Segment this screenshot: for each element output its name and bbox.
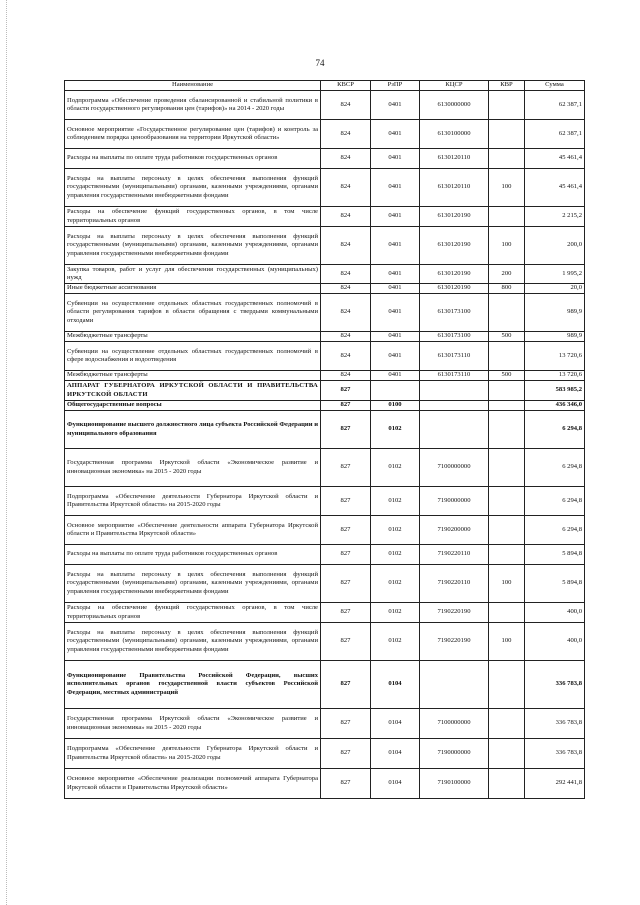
cell-rzpr: 0100 xyxy=(371,401,420,411)
table-row xyxy=(65,516,585,545)
cell-rzpr: 0401 xyxy=(371,207,420,227)
cell-sum: 200,0 xyxy=(525,227,585,265)
cell-kvsr: 824 xyxy=(321,169,371,207)
cell-kcsr: 6130120190 xyxy=(420,265,489,284)
cell-kvsr: 824 xyxy=(321,294,371,332)
cell-rzpr: 0401 xyxy=(371,169,420,207)
cell-kvsr: 827 xyxy=(321,565,371,603)
cell-kcsr: 7190200000 xyxy=(420,516,489,545)
cell-rzpr: 0401 xyxy=(371,227,420,265)
cell-kvr xyxy=(489,449,525,487)
cell-kvr xyxy=(489,294,525,332)
table-row xyxy=(65,709,585,739)
cell-kcsr: 7190000000 xyxy=(420,739,489,769)
cell-sum: 400,0 xyxy=(525,623,585,661)
cell-kcsr: 7190220190 xyxy=(420,603,489,623)
cell-rzpr: 0102 xyxy=(371,603,420,623)
cell-kvsr: 824 xyxy=(321,227,371,265)
table-row xyxy=(65,332,585,342)
cell-kcsr: 6130173100 xyxy=(420,294,489,332)
column-header-name: Наименование xyxy=(65,81,321,91)
table-row xyxy=(65,545,585,565)
cell-rzpr: 0401 xyxy=(371,294,420,332)
cell-rzpr: 0401 xyxy=(371,265,420,284)
cell-name: Межбюджетные трансферты xyxy=(65,371,321,381)
cell-kvr xyxy=(489,661,525,709)
cell-kvsr: 827 xyxy=(321,709,371,739)
cell-rzpr: 0102 xyxy=(371,449,420,487)
cell-kvr xyxy=(489,401,525,411)
cell-sum: 583 985,2 xyxy=(525,381,585,401)
table-row xyxy=(65,487,585,516)
cell-kvr xyxy=(489,149,525,169)
cell-kvsr: 827 xyxy=(321,623,371,661)
table-row xyxy=(65,265,585,284)
table-body xyxy=(65,91,585,799)
cell-sum: 62 387,1 xyxy=(525,91,585,120)
cell-name: Расходы на выплаты персоналу в целях обеспечения выполнения функций государственными (муниципальными) органами, казенными учреждениями, органами управления государственными внебюджетными фондами xyxy=(65,565,321,603)
cell-name: Основное мероприятие «Государственное регулирование цен (тарифов) и контроль за соблюдением порядка ценообразования на территории Иркутской области» xyxy=(65,120,321,149)
cell-kcsr: 7190220190 xyxy=(420,623,489,661)
cell-sum: 13 720,6 xyxy=(525,371,585,381)
cell-name: Расходы на обеспечение функций государственных органов, в том числе территориальных органов xyxy=(65,603,321,623)
cell-sum: 62 387,1 xyxy=(525,120,585,149)
cell-kvr: 500 xyxy=(489,332,525,342)
cell-kvsr: 824 xyxy=(321,91,371,120)
table-row xyxy=(65,449,585,487)
table-row xyxy=(65,294,585,332)
cell-kcsr: 6130120190 xyxy=(420,227,489,265)
table-row xyxy=(65,371,585,381)
cell-name: Основное мероприятие «Обеспечение деятельности аппарата Губернатора Иркутской области и Правительства Иркутской области» xyxy=(65,516,321,545)
column-header-rzpr: РзПР xyxy=(371,81,420,91)
cell-name: Межбюджетные трансферты xyxy=(65,332,321,342)
table-row xyxy=(65,401,585,411)
table-row xyxy=(65,565,585,603)
table-row xyxy=(65,623,585,661)
cell-sum: 436 346,0 xyxy=(525,401,585,411)
cell-kvsr: 827 xyxy=(321,769,371,799)
cell-name: Расходы на выплаты персоналу в целях обеспечения выполнения функций государственными (муниципальными) органами, казенными учреждениями, органами управления государственными внебюджетными фондами xyxy=(65,169,321,207)
cell-name: Субвенции на осуществление отдельных областных государственных полномочий в сфере водоснабжения и водоотведения xyxy=(65,342,321,371)
cell-rzpr: 0104 xyxy=(371,661,420,709)
column-header-sum: Сумма xyxy=(525,81,585,91)
cell-name: Расходы на выплаты персоналу в целях обеспечения выполнения функций государственными (муниципальными) органами, казенными учреждениями, органами управления государственными внебюджетными фондами xyxy=(65,623,321,661)
cell-kvsr: 824 xyxy=(321,342,371,371)
cell-name: Иные бюджетные ассигнования xyxy=(65,284,321,294)
cell-name: Расходы на обеспечение функций государственных органов, в том числе территориальных органов xyxy=(65,207,321,227)
cell-kvsr: 827 xyxy=(321,603,371,623)
cell-kcsr: 6130120190 xyxy=(420,207,489,227)
cell-kvr: 100 xyxy=(489,169,525,207)
cell-rzpr: 0104 xyxy=(371,769,420,799)
cell-sum: 400,0 xyxy=(525,603,585,623)
cell-kvsr: 827 xyxy=(321,449,371,487)
table-header-row xyxy=(65,81,585,91)
cell-rzpr: 0102 xyxy=(371,411,420,449)
cell-kvr: 800 xyxy=(489,284,525,294)
table-row xyxy=(65,661,585,709)
cell-kvsr: 824 xyxy=(321,332,371,342)
cell-kcsr: 6130173100 xyxy=(420,332,489,342)
cell-sum: 45 461,4 xyxy=(525,169,585,207)
page-number: 74 xyxy=(315,58,325,68)
cell-name: Подпрограмма «Обеспечение проведения сбалансированной и стабильной политики в области государственного регулирования цен (тарифов)» на 2014 - 2020 годы xyxy=(65,91,321,120)
table-row xyxy=(65,227,585,265)
cell-name: Расходы на выплаты по оплате труда работников государственных органов xyxy=(65,149,321,169)
cell-rzpr: 0401 xyxy=(371,332,420,342)
cell-name: Расходы на выплаты персоналу в целях обеспечения выполнения функций государственными (муниципальными) органами, казенными учреждениями, органами управления государственными внебюджетными фондами xyxy=(65,227,321,265)
cell-rzpr: 0401 xyxy=(371,342,420,371)
cell-kvsr: 824 xyxy=(321,207,371,227)
cell-name: Общегосударственные вопросы xyxy=(65,401,321,411)
cell-rzpr: 0401 xyxy=(371,284,420,294)
cell-sum: 6 294,8 xyxy=(525,411,585,449)
cell-kvr xyxy=(489,120,525,149)
table-row xyxy=(65,91,585,120)
cell-sum: 336 783,8 xyxy=(525,709,585,739)
cell-rzpr xyxy=(371,381,420,401)
cell-rzpr: 0401 xyxy=(371,120,420,149)
table-row xyxy=(65,120,585,149)
table-row xyxy=(65,769,585,799)
cell-rzpr: 0102 xyxy=(371,487,420,516)
cell-rzpr: 0401 xyxy=(371,149,420,169)
column-header-kvr: КВР xyxy=(489,81,525,91)
cell-kcsr xyxy=(420,661,489,709)
cell-kcsr: 6130000000 xyxy=(420,91,489,120)
cell-kvsr: 824 xyxy=(321,149,371,169)
cell-kcsr: 6130120110 xyxy=(420,149,489,169)
cell-kvr xyxy=(489,516,525,545)
cell-rzpr: 0102 xyxy=(371,516,420,545)
cell-rzpr: 0104 xyxy=(371,709,420,739)
cell-rzpr: 0401 xyxy=(371,371,420,381)
cell-name: Субвенции на осуществление отдельных областных государственных полномочий в области регулирования тарифов в области обращения с твердыми коммунальными отходами xyxy=(65,294,321,332)
table-row xyxy=(65,207,585,227)
cell-kvr xyxy=(489,769,525,799)
cell-kcsr xyxy=(420,411,489,449)
cell-sum: 1 995,2 xyxy=(525,265,585,284)
cell-kcsr: 6130120110 xyxy=(420,169,489,207)
cell-kvsr: 824 xyxy=(321,120,371,149)
cell-kcsr xyxy=(420,381,489,401)
table-row xyxy=(65,739,585,769)
cell-kvsr: 824 xyxy=(321,265,371,284)
cell-kvsr: 827 xyxy=(321,381,371,401)
budget-table xyxy=(64,80,585,799)
cell-kvsr: 824 xyxy=(321,371,371,381)
cell-sum: 6 294,8 xyxy=(525,487,585,516)
column-header-kcsr: КЦСР xyxy=(420,81,489,91)
cell-kvr xyxy=(489,342,525,371)
cell-sum: 6 294,8 xyxy=(525,516,585,545)
cell-rzpr: 0401 xyxy=(371,91,420,120)
cell-sum: 336 783,8 xyxy=(525,661,585,709)
cell-kvsr: 827 xyxy=(321,661,371,709)
cell-kvr: 100 xyxy=(489,623,525,661)
table-row xyxy=(65,342,585,371)
cell-rzpr: 0102 xyxy=(371,545,420,565)
table-row xyxy=(65,411,585,449)
cell-sum: 20,0 xyxy=(525,284,585,294)
cell-name: Функционирование высшего должностного лица субъекта Российской Федерации и муниципального образования xyxy=(65,411,321,449)
cell-kcsr: 7100000000 xyxy=(420,709,489,739)
cell-kcsr: 6130120190 xyxy=(420,284,489,294)
table-row xyxy=(65,284,585,294)
cell-kvsr: 827 xyxy=(321,516,371,545)
cell-sum: 5 894,8 xyxy=(525,545,585,565)
cell-kvr: 200 xyxy=(489,265,525,284)
cell-kvr: 100 xyxy=(489,565,525,603)
cell-sum: 45 461,4 xyxy=(525,149,585,169)
cell-sum: 6 294,8 xyxy=(525,449,585,487)
cell-rzpr: 0102 xyxy=(371,565,420,603)
table-row xyxy=(65,603,585,623)
cell-kvr xyxy=(489,709,525,739)
cell-name: Закупка товаров, работ и услуг для обеспечения государственных (муниципальных) нужд xyxy=(65,265,321,284)
cell-kcsr: 7100000000 xyxy=(420,449,489,487)
table-row xyxy=(65,149,585,169)
cell-name: Государственная программа Иркутской области «Экономическое развитие и инновационная экономика» на 2015 - 2020 годы xyxy=(65,709,321,739)
cell-kvsr: 827 xyxy=(321,401,371,411)
cell-kcsr: 7190220110 xyxy=(420,565,489,603)
cell-kvr xyxy=(489,91,525,120)
cell-kvsr: 827 xyxy=(321,487,371,516)
table-row xyxy=(65,169,585,207)
cell-sum: 336 783,8 xyxy=(525,739,585,769)
column-header-kvsr: КВСР xyxy=(321,81,371,91)
scan-edge-line xyxy=(6,0,8,905)
cell-sum: 2 215,2 xyxy=(525,207,585,227)
cell-name: Подпрограмма «Обеспечение деятельности Губернатора Иркутской области и Правительства Иркутской области» на 2015-2020 годы xyxy=(65,739,321,769)
cell-sum: 5 894,8 xyxy=(525,565,585,603)
cell-kvsr: 827 xyxy=(321,545,371,565)
cell-sum: 292 441,8 xyxy=(525,769,585,799)
cell-sum: 989,9 xyxy=(525,294,585,332)
cell-name: Основное мероприятие «Обеспечение реализации полномочий аппарата Губернатора Иркутской области и Правительства Иркутской области» xyxy=(65,769,321,799)
cell-kvr: 100 xyxy=(489,227,525,265)
cell-kvr xyxy=(489,411,525,449)
cell-kcsr: 7190000000 xyxy=(420,487,489,516)
cell-kcsr: 6130173110 xyxy=(420,342,489,371)
cell-kvr xyxy=(489,381,525,401)
cell-name: Государственная программа Иркутской области «Экономическое развитие и инновационная экономика» на 2015 - 2020 годы xyxy=(65,449,321,487)
cell-kvr: 500 xyxy=(489,371,525,381)
cell-kvr xyxy=(489,207,525,227)
cell-name: Подпрограмма «Обеспечение деятельности Губернатора Иркутской области и Правительства Иркутской области» на 2015-2020 годы xyxy=(65,487,321,516)
cell-name: Функционирование Правительства Российской Федерации, высших исполнительных органов государственной власти субъектов Российской Федерации, местных администраций xyxy=(65,661,321,709)
cell-rzpr: 0104 xyxy=(371,739,420,769)
cell-kcsr: 7190100000 xyxy=(420,769,489,799)
cell-kvr xyxy=(489,603,525,623)
cell-kvr xyxy=(489,739,525,769)
cell-kcsr: 6130173110 xyxy=(420,371,489,381)
table-row xyxy=(65,381,585,401)
cell-sum: 989,9 xyxy=(525,332,585,342)
cell-kvr xyxy=(489,487,525,516)
cell-kvsr: 824 xyxy=(321,284,371,294)
cell-kvsr: 827 xyxy=(321,739,371,769)
cell-kcsr xyxy=(420,401,489,411)
cell-kvsr: 827 xyxy=(321,411,371,449)
cell-name: Расходы на выплаты по оплате труда работников государственных органов xyxy=(65,545,321,565)
cell-rzpr: 0102 xyxy=(371,623,420,661)
cell-kvr xyxy=(489,545,525,565)
cell-kcsr: 7190220110 xyxy=(420,545,489,565)
cell-sum: 13 720,6 xyxy=(525,342,585,371)
cell-name: АППАРАТ ГУБЕРНАТОРА ИРКУТСКОЙ ОБЛАСТИ И ПРАВИТЕЛЬСТВА ИРКУТСКОЙ ОБЛАСТИ xyxy=(65,381,321,401)
cell-kcsr: 6130100000 xyxy=(420,120,489,149)
